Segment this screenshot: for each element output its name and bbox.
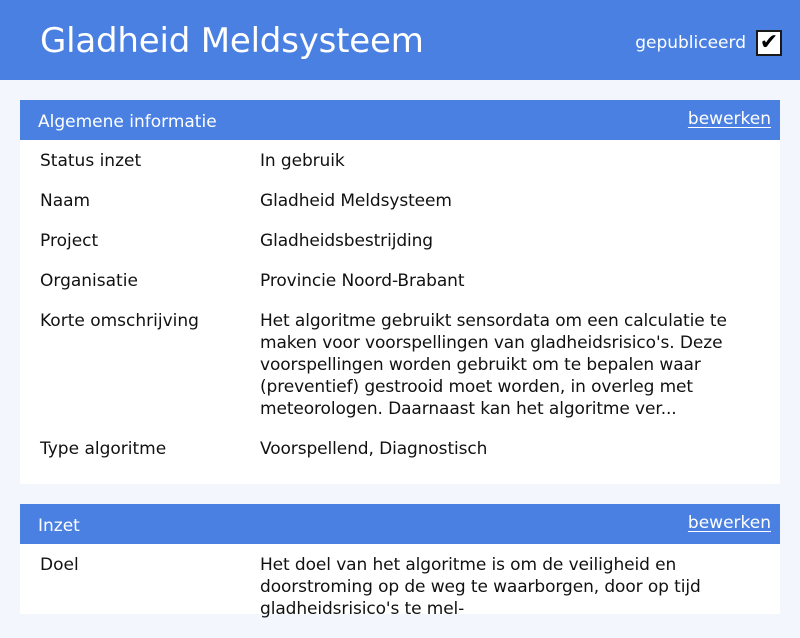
published-toggle[interactable] <box>635 28 782 58</box>
published-checkbox[interactable] <box>756 30 782 56</box>
field-row-organisatie <box>20 270 780 310</box>
section-header <box>20 100 780 140</box>
field-row-status <box>20 150 780 190</box>
field-row-project <box>20 230 780 270</box>
page-title: Gladheid Meldsysteem <box>40 21 424 61</box>
field-label: Type algoritme <box>40 439 167 459</box>
field-list <box>20 140 780 478</box>
app-header <box>0 0 800 80</box>
field-row-type-algoritme <box>20 438 780 478</box>
field-value: In gebruik <box>260 151 345 171</box>
field-list <box>20 544 780 638</box>
field-value: Gladheid Meldsysteem <box>260 191 452 211</box>
section-header <box>20 504 780 544</box>
field-value: Provincie Noord-Brabant <box>260 271 465 291</box>
section-algemene-informatie <box>20 100 780 484</box>
checkmark-icon: ✔ <box>759 30 779 55</box>
section-inzet <box>20 504 780 619</box>
field-value: Het doel van het algoritme is om de veiligheid en doorstroming op de weg te waarborgen, door op tijd gladheidsrisico's te mel- <box>260 555 701 619</box>
edit-algemene-informatie-link[interactable]: bewerken <box>687 109 771 129</box>
field-label: Project <box>40 231 99 251</box>
field-label: Doel <box>40 555 79 575</box>
field-value: Het algoritme gebruikt sensordata om een calculatie te maken voor voorspellingen van gladheidsrisico's. Deze voorspellingen worden gebruikt om te bepalen waar (preventief) gestrooid moet worden, in overleg met meteorologen. Daarnaast kan het algoritme ver... <box>260 311 727 419</box>
edit-inzet-link[interactable]: bewerken <box>687 513 771 533</box>
section-title: Inzet <box>38 516 80 536</box>
field-value: Gladheidsbestrijding <box>260 231 433 251</box>
field-label: Status inzet <box>40 151 142 171</box>
field-row-naam <box>20 190 780 230</box>
field-row-korte-omschrijving <box>20 310 780 438</box>
field-value: Voorspellend, Diagnostisch <box>260 439 488 459</box>
field-label: Korte omschrijving <box>40 311 199 331</box>
field-label: Organisatie <box>40 271 138 291</box>
field-label: Naam <box>40 191 91 211</box>
published-label: gepubliceerd <box>635 33 746 53</box>
field-row-doel <box>20 554 780 638</box>
section-title: Algemene informatie <box>38 112 217 132</box>
